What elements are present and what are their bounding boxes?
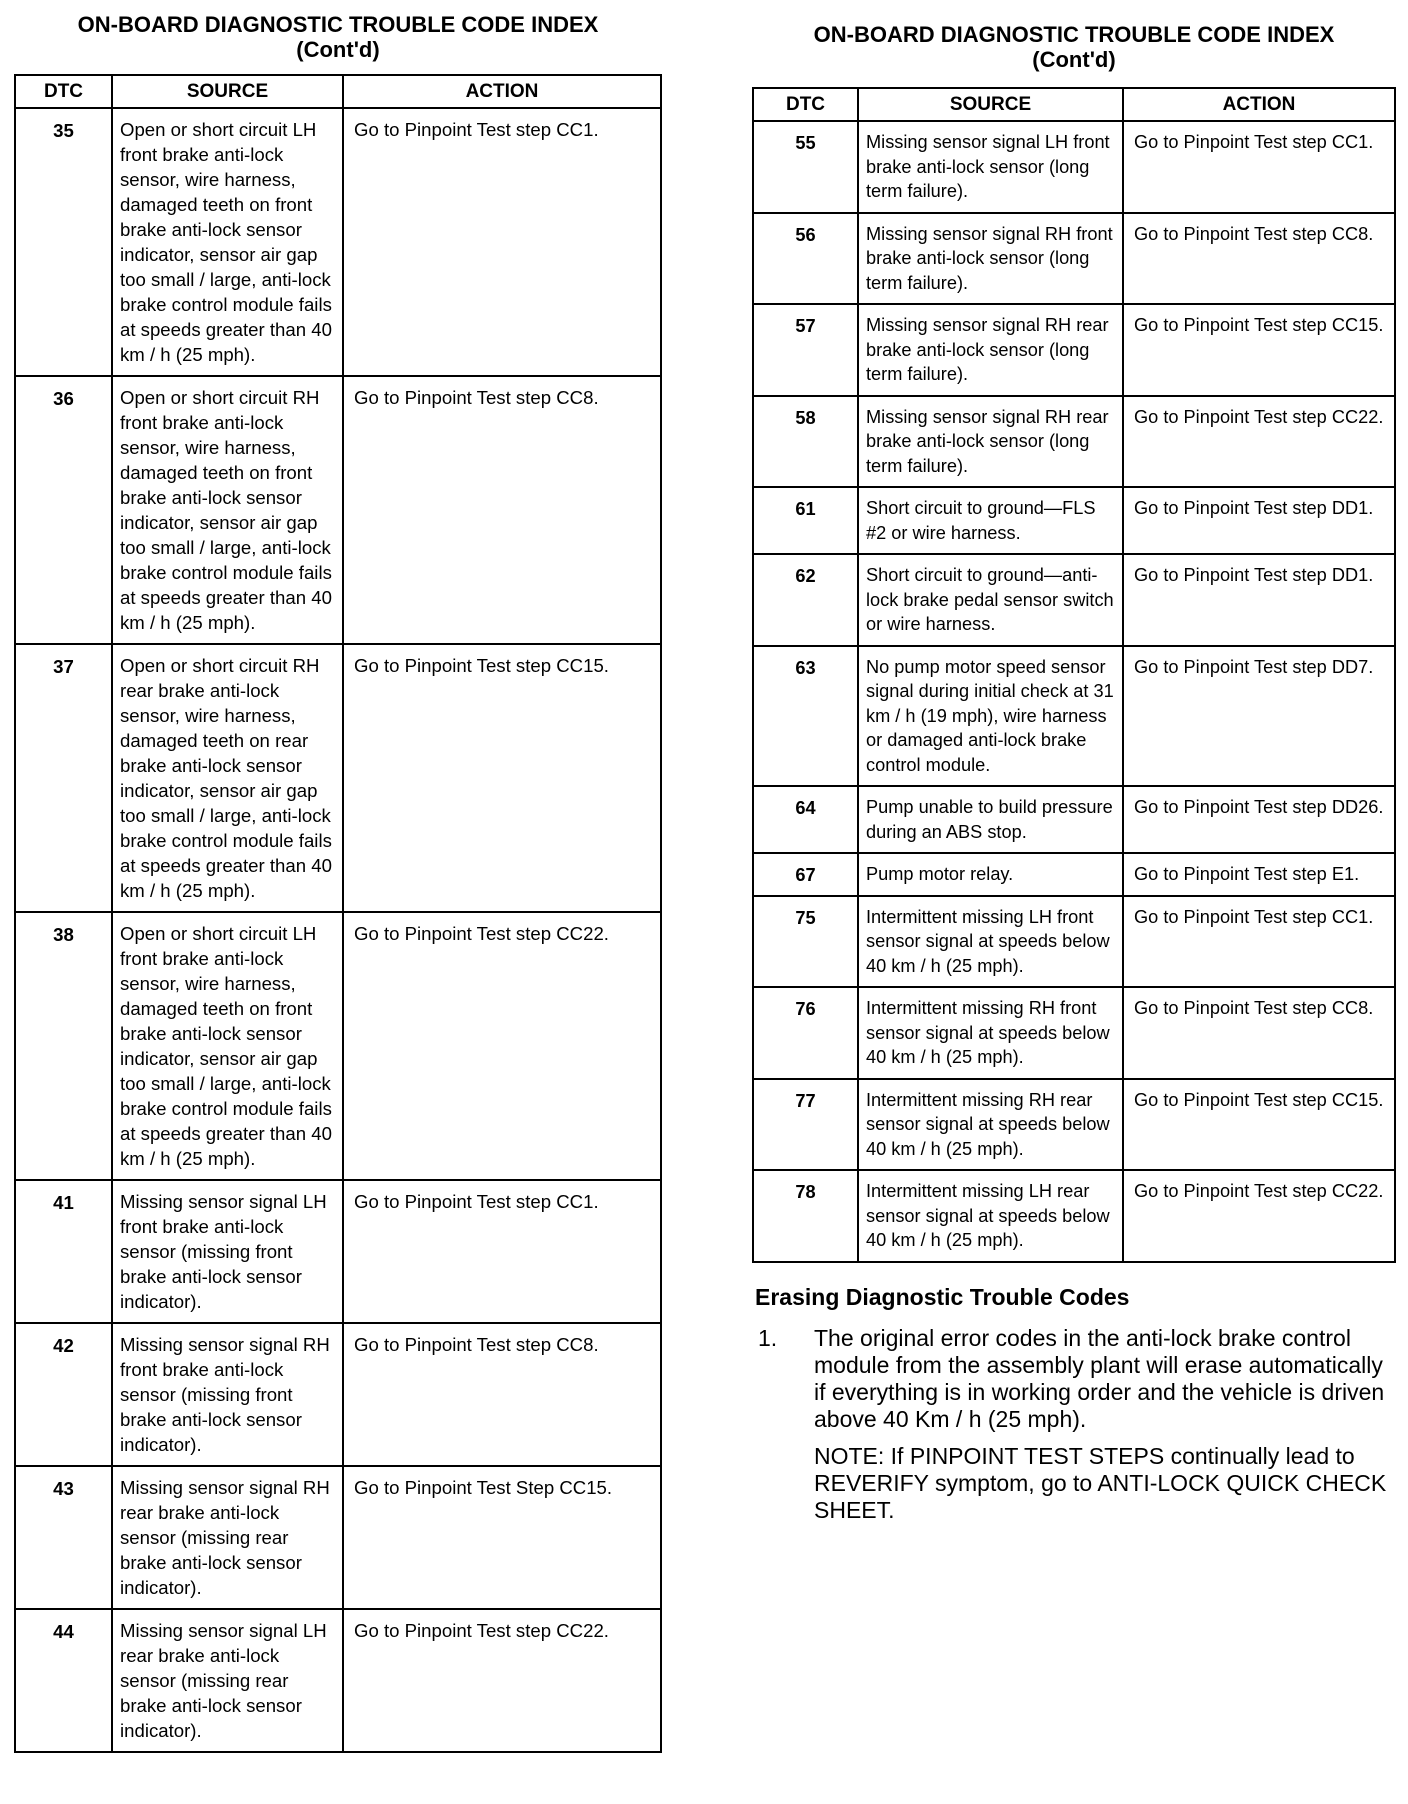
dtc-code: 64 <box>753 786 858 853</box>
source-cell: Open or short circuit RH rear brake anti-lock sensor, wire harness, damaged teeth on rear brake anti-lock sensor indicator, sensor air gap too small / large, anti-lock brake control module fails at speeds greater than 40 km / h (25 mph). <box>112 644 343 912</box>
action-cell: Go to Pinpoint Test step CC15. <box>1123 1079 1395 1171</box>
table-row <box>15 644 661 912</box>
source-cell: Open or short circuit LH front brake anti-lock sensor, wire harness, damaged teeth on front brake anti-lock sensor indicator, sensor air gap too small / large, anti-lock brake control module fails at speeds greater than 40 km / h (25 mph). <box>112 108 343 376</box>
right-table-title <box>752 0 1396 72</box>
header-action: ACTION <box>1123 88 1395 121</box>
erasing-step-1 <box>752 1325 1396 1524</box>
action-cell: Go to Pinpoint Test step CC15. <box>343 644 661 912</box>
table-row <box>753 646 1395 787</box>
table-row <box>15 108 661 376</box>
title-line-2: (Cont'd) <box>1032 47 1116 72</box>
step-number: 1. <box>758 1324 778 1351</box>
table-row <box>753 1170 1395 1262</box>
title-line-1: ON-BOARD DIAGNOSTIC TROUBLE CODE INDEX <box>813 22 1335 47</box>
title-line-1: ON-BOARD DIAGNOSTIC TROUBLE CODE INDEX <box>77 12 599 37</box>
source-cell: Missing sensor signal LH front brake anti-lock sensor (long term failure). <box>858 121 1123 213</box>
table-header-row <box>753 88 1395 121</box>
table-row <box>753 786 1395 853</box>
dtc-code: 67 <box>753 853 858 896</box>
table-row <box>753 554 1395 646</box>
table-row <box>753 487 1395 554</box>
action-cell: Go to Pinpoint Test step E1. <box>1123 853 1395 896</box>
action-cell: Go to Pinpoint Test Step CC15. <box>343 1466 661 1609</box>
table-row <box>753 853 1395 896</box>
action-cell: Go to Pinpoint Test step DD26. <box>1123 786 1395 853</box>
action-cell: Go to Pinpoint Test step CC1. <box>1123 896 1395 988</box>
dtc-code: 35 <box>15 108 112 376</box>
dtc-code: 75 <box>753 896 858 988</box>
table-row <box>15 912 661 1180</box>
table-row <box>753 121 1395 213</box>
table-row <box>753 1079 1395 1171</box>
header-dtc: DTC <box>15 75 112 108</box>
table-row <box>753 396 1395 488</box>
dtc-code: 62 <box>753 554 858 646</box>
left-table-title <box>14 0 662 62</box>
header-source: SOURCE <box>858 88 1123 121</box>
source-cell: Short circuit to ground—FLS #2 or wire harness. <box>858 487 1123 554</box>
header-action: ACTION <box>343 75 661 108</box>
source-cell: Missing sensor signal RH rear brake anti-lock sensor (long term failure). <box>858 304 1123 396</box>
step-body <box>814 1325 1396 1524</box>
source-cell: Missing sensor signal RH rear brake anti-lock sensor (long term failure). <box>858 396 1123 488</box>
dtc-table-right <box>752 87 1396 1263</box>
action-cell: Go to Pinpoint Test step DD1. <box>1123 554 1395 646</box>
dtc-code: 42 <box>15 1323 112 1466</box>
action-cell: Go to Pinpoint Test step CC1. <box>343 108 661 376</box>
table-row <box>753 304 1395 396</box>
table-header-row <box>15 75 661 108</box>
dtc-code: 63 <box>753 646 858 787</box>
action-cell: Go to Pinpoint Test step CC8. <box>1123 987 1395 1079</box>
table-row <box>15 1609 661 1752</box>
dtc-code: 76 <box>753 987 858 1079</box>
action-cell: Go to Pinpoint Test step CC22. <box>1123 1170 1395 1262</box>
dtc-code: 44 <box>15 1609 112 1752</box>
source-cell: Intermittent missing LH rear sensor signal at speeds below 40 km / h (25 mph). <box>858 1170 1123 1262</box>
left-column <box>14 0 662 1753</box>
action-cell: Go to Pinpoint Test step CC8. <box>1123 213 1395 305</box>
source-cell: Open or short circuit LH front brake anti-lock sensor, wire harness, damaged teeth on front brake anti-lock sensor indicator, sensor air gap too small / large, anti-lock brake control module fails at speeds greater than 40 km / h (25 mph). <box>112 912 343 1180</box>
dtc-table-left <box>14 74 662 1753</box>
action-cell: Go to Pinpoint Test step CC22. <box>343 912 661 1180</box>
source-cell: Short circuit to ground—anti-lock brake pedal sensor switch or wire harness. <box>858 554 1123 646</box>
step-text: The original error codes in the anti-lock brake control module from the assembly plant will erase automatically if everything is in working order and the vehicle is driven above 40 Km / h (25 mph). <box>814 1324 1385 1432</box>
table-row <box>15 1323 661 1466</box>
dtc-code: 57 <box>753 304 858 396</box>
dtc-code: 58 <box>753 396 858 488</box>
dtc-code: 38 <box>15 912 112 1180</box>
dtc-code: 77 <box>753 1079 858 1171</box>
source-cell: Missing sensor signal RH front brake anti-lock sensor (long term failure). <box>858 213 1123 305</box>
dtc-code: 61 <box>753 487 858 554</box>
note-text: NOTE: If PINPOINT TEST STEPS continually lead to REVERIFY symptom, go to ANTI-LOCK QUICK CHECK SHEET. <box>814 1442 1387 1523</box>
action-cell: Go to Pinpoint Test step DD1. <box>1123 487 1395 554</box>
source-cell: Missing sensor signal RH front brake anti-lock sensor (missing front brake anti-lock sensor indicator). <box>112 1323 343 1466</box>
action-cell: Go to Pinpoint Test step CC22. <box>1123 396 1395 488</box>
action-cell: Go to Pinpoint Test step CC22. <box>343 1609 661 1752</box>
source-cell: Open or short circuit RH front brake anti-lock sensor, wire harness, damaged teeth on front brake anti-lock sensor indicator, sensor air gap too small / large, anti-lock brake control module fails at speeds greater than 40 km / h (25 mph). <box>112 376 343 644</box>
source-cell: No pump motor speed sensor signal during initial check at 31 km / h (19 mph), wire harness or damaged anti-lock brake control module. <box>858 646 1123 787</box>
source-cell: Intermittent missing RH front sensor signal at speeds below 40 km / h (25 mph). <box>858 987 1123 1079</box>
action-cell: Go to Pinpoint Test step CC8. <box>343 1323 661 1466</box>
right-table-body <box>753 121 1395 1262</box>
table-row <box>15 376 661 644</box>
source-cell: Missing sensor signal RH rear brake anti-lock sensor (missing rear brake anti-lock sensor indicator). <box>112 1466 343 1609</box>
dtc-code: 56 <box>753 213 858 305</box>
source-cell: Intermittent missing RH rear sensor signal at speeds below 40 km / h (25 mph). <box>858 1079 1123 1171</box>
action-cell: Go to Pinpoint Test step CC15. <box>1123 304 1395 396</box>
table-row <box>15 1466 661 1609</box>
header-dtc: DTC <box>753 88 858 121</box>
action-cell: Go to Pinpoint Test step DD7. <box>1123 646 1395 787</box>
right-column <box>752 0 1396 1524</box>
erasing-section-title: Erasing Diagnostic Trouble Codes <box>755 1283 1130 1310</box>
dtc-code: 43 <box>15 1466 112 1609</box>
dtc-code: 78 <box>753 1170 858 1262</box>
table-row <box>753 213 1395 305</box>
title-line-2: (Cont'd) <box>296 37 380 62</box>
left-table-body <box>15 108 661 1752</box>
source-cell: Pump unable to build pressure during an ABS stop. <box>858 786 1123 853</box>
action-cell: Go to Pinpoint Test step CC8. <box>343 376 661 644</box>
dtc-code: 36 <box>15 376 112 644</box>
source-cell: Missing sensor signal LH rear brake anti-lock sensor (missing rear brake anti-lock sensor indicator). <box>112 1609 343 1752</box>
action-cell: Go to Pinpoint Test step CC1. <box>343 1180 661 1323</box>
table-row <box>15 1180 661 1323</box>
table-row <box>753 896 1395 988</box>
source-cell: Pump motor relay. <box>858 853 1123 896</box>
source-cell: Missing sensor signal LH front brake anti-lock sensor (missing front brake anti-lock sensor indicator). <box>112 1180 343 1323</box>
header-source: SOURCE <box>112 75 343 108</box>
source-cell: Intermittent missing LH front sensor signal at speeds below 40 km / h (25 mph). <box>858 896 1123 988</box>
dtc-code: 37 <box>15 644 112 912</box>
dtc-code: 41 <box>15 1180 112 1323</box>
action-cell: Go to Pinpoint Test step CC1. <box>1123 121 1395 213</box>
dtc-code: 55 <box>753 121 858 213</box>
table-row <box>753 987 1395 1079</box>
